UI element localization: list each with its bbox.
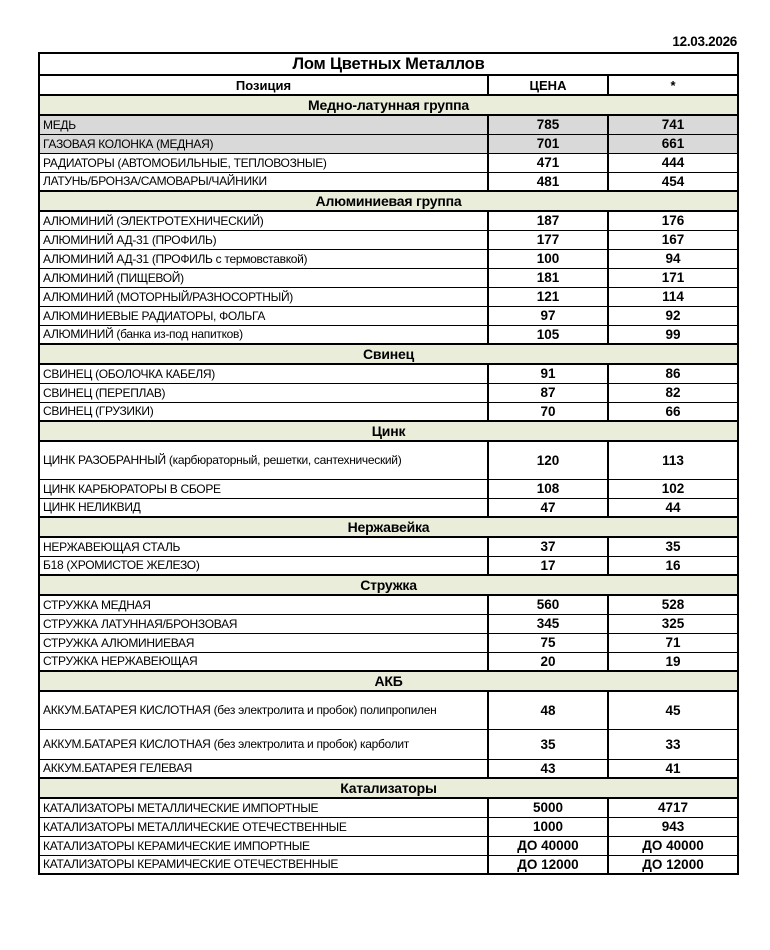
position-cell: НЕРЖАВЕЮЩАЯ СТАЛЬ <box>39 537 488 556</box>
position-cell: СВИНЕЦ (ГРУЗИКИ) <box>39 402 488 421</box>
star-cell: 86 <box>608 364 738 383</box>
table-row <box>39 633 738 652</box>
star-cell: 16 <box>608 556 738 575</box>
price-cell: 97 <box>488 306 608 325</box>
table-row <box>39 402 738 421</box>
price-cell: 701 <box>488 134 608 153</box>
section-header-row <box>39 517 738 537</box>
price-cell: 75 <box>488 633 608 652</box>
price-cell: 37 <box>488 537 608 556</box>
star-cell: 19 <box>608 652 738 671</box>
section-header-row <box>39 778 738 798</box>
table-row <box>39 652 738 671</box>
price-cell: 5000 <box>488 798 608 817</box>
position-cell: Б18 (ХРОМИСТОЕ ЖЕЛЕЗО) <box>39 556 488 575</box>
price-cell: 105 <box>488 325 608 344</box>
price-cell: 91 <box>488 364 608 383</box>
position-cell: ЦИНК РАЗОБРАННЫЙ (карбюраторный, решетки, сантехнический) <box>39 441 488 479</box>
price-cell: 108 <box>488 479 608 498</box>
table-row <box>39 441 738 479</box>
price-cell: 20 <box>488 652 608 671</box>
section-header: Катализаторы <box>39 778 738 798</box>
section-header: Нержавейка <box>39 517 738 537</box>
position-cell: ЦИНК КАРБЮРАТОРЫ В СБОРЕ <box>39 479 488 498</box>
price-cell: 43 <box>488 759 608 778</box>
price-cell: 785 <box>488 115 608 134</box>
price-cell: 35 <box>488 729 608 759</box>
price-cell: 471 <box>488 153 608 172</box>
table-row <box>39 306 738 325</box>
price-cell: 481 <box>488 172 608 191</box>
position-cell: КАТАЛИЗАТОРЫ МЕТАЛЛИЧЕСКИЕ ОТЕЧЕСТВЕННЫЕ <box>39 817 488 836</box>
star-cell: 114 <box>608 287 738 306</box>
star-cell: 4717 <box>608 798 738 817</box>
table-row <box>39 614 738 633</box>
price-cell: 70 <box>488 402 608 421</box>
position-cell: МЕДЬ <box>39 115 488 134</box>
position-cell: АЛЮМИНИЙ (МОТОРНЫЙ/РАЗНОСОРТНЫЙ) <box>39 287 488 306</box>
price-cell: 177 <box>488 230 608 249</box>
position-cell: СТРУЖКА ЛАТУННАЯ/БРОНЗОВАЯ <box>39 614 488 633</box>
section-header-row <box>39 575 738 595</box>
section-header: Свинец <box>39 344 738 364</box>
table-row <box>39 836 738 855</box>
section-header: Алюминиевая группа <box>39 191 738 211</box>
section-header: Стружка <box>39 575 738 595</box>
section-header-row <box>39 671 738 691</box>
price-cell: ДО 40000 <box>488 836 608 855</box>
price-cell: 560 <box>488 595 608 614</box>
star-cell: 171 <box>608 268 738 287</box>
position-cell: АККУМ.БАТАРЕЯ КИСЛОТНАЯ (без электролита и пробок) полипропилен <box>39 691 488 729</box>
position-cell: СТРУЖКА МЕДНАЯ <box>39 595 488 614</box>
price-table <box>38 52 739 875</box>
table-row <box>39 172 738 191</box>
column-header-star: * <box>608 75 738 95</box>
star-cell: 33 <box>608 729 738 759</box>
star-cell: 943 <box>608 817 738 836</box>
position-cell: СТРУЖКА АЛЮМИНИЕВАЯ <box>39 633 488 652</box>
position-cell: АЛЮМИНИЙ (ЭЛЕКТРОТЕХНИЧЕСКИЙ) <box>39 211 488 230</box>
price-cell: 120 <box>488 441 608 479</box>
price-cell: 1000 <box>488 817 608 836</box>
star-cell: 444 <box>608 153 738 172</box>
price-cell: 121 <box>488 287 608 306</box>
price-cell: 181 <box>488 268 608 287</box>
table-row <box>39 115 738 134</box>
position-cell: АККУМ.БАТАРЕЯ ГЕЛЕВАЯ <box>39 759 488 778</box>
section-header: АКБ <box>39 671 738 691</box>
position-cell: КАТАЛИЗАТОРЫ КЕРАМИЧЕСКИЕ ИМПОРТНЫЕ <box>39 836 488 855</box>
date-label: 12.03.2026 <box>672 34 737 49</box>
section-header: Цинк <box>39 421 738 441</box>
star-cell: 741 <box>608 115 738 134</box>
position-cell: КАТАЛИЗАТОРЫ МЕТАЛЛИЧЕСКИЕ ИМПОРТНЫЕ <box>39 798 488 817</box>
table-row <box>39 134 738 153</box>
star-cell: 528 <box>608 595 738 614</box>
column-header-price: ЦЕНА <box>488 75 608 95</box>
position-cell: ЛАТУНЬ/БРОНЗА/САМОВАРЫ/ЧАЙНИКИ <box>39 172 488 191</box>
position-cell: АККУМ.БАТАРЕЯ КИСЛОТНАЯ (без электролита и пробок) карболит <box>39 729 488 759</box>
star-cell: 35 <box>608 537 738 556</box>
table-title-row <box>39 53 738 75</box>
position-cell: АЛЮМИНИЙ АД-31 (ПРОФИЛЬ с термовставкой) <box>39 249 488 268</box>
star-cell: 176 <box>608 211 738 230</box>
price-cell: 345 <box>488 614 608 633</box>
table-row <box>39 287 738 306</box>
star-cell: 92 <box>608 306 738 325</box>
table-row <box>39 268 738 287</box>
page-title: Лом Цветных Металлов <box>39 53 738 75</box>
table-row <box>39 759 738 778</box>
position-cell: АЛЮМИНИЙ (ПИЩЕВОЙ) <box>39 268 488 287</box>
position-cell: СВИНЕЦ (ПЕРЕПЛАВ) <box>39 383 488 402</box>
star-cell: 113 <box>608 441 738 479</box>
star-cell: 325 <box>608 614 738 633</box>
table-row <box>39 537 738 556</box>
star-cell: 82 <box>608 383 738 402</box>
table-header-row <box>39 75 738 95</box>
star-cell: 167 <box>608 230 738 249</box>
table-row <box>39 479 738 498</box>
table-row <box>39 383 738 402</box>
star-cell: 71 <box>608 633 738 652</box>
table-row <box>39 691 738 729</box>
position-cell: СВИНЕЦ (ОБОЛОЧКА КАБЕЛЯ) <box>39 364 488 383</box>
price-cell: ДО 12000 <box>488 855 608 874</box>
column-header-position: Позиция <box>39 75 488 95</box>
position-cell: АЛЮМИНИЕВЫЕ РАДИАТОРЫ, ФОЛЬГА <box>39 306 488 325</box>
table-row <box>39 498 738 517</box>
star-cell: ДО 12000 <box>608 855 738 874</box>
position-cell: СТРУЖКА НЕРЖАВЕЮЩАЯ <box>39 652 488 671</box>
section-header-row <box>39 421 738 441</box>
table-row <box>39 153 738 172</box>
position-cell: АЛЮМИНИЙ АД-31 (ПРОФИЛЬ) <box>39 230 488 249</box>
position-cell: КАТАЛИЗАТОРЫ КЕРАМИЧЕСКИЕ ОТЕЧЕСТВЕННЫЕ <box>39 855 488 874</box>
star-cell: 661 <box>608 134 738 153</box>
table-row <box>39 817 738 836</box>
star-cell: 41 <box>608 759 738 778</box>
table-row <box>39 364 738 383</box>
price-cell: 87 <box>488 383 608 402</box>
position-cell: ЦИНК НЕЛИКВИД <box>39 498 488 517</box>
price-cell: 17 <box>488 556 608 575</box>
table-row <box>39 855 738 874</box>
star-cell: 99 <box>608 325 738 344</box>
table-row <box>39 325 738 344</box>
table-row <box>39 798 738 817</box>
section-header-row <box>39 344 738 364</box>
star-cell: 102 <box>608 479 738 498</box>
section-header-row <box>39 95 738 115</box>
star-cell: ДО 40000 <box>608 836 738 855</box>
price-cell: 48 <box>488 691 608 729</box>
price-cell: 100 <box>488 249 608 268</box>
section-header-row <box>39 191 738 211</box>
price-cell: 47 <box>488 498 608 517</box>
table-row <box>39 211 738 230</box>
position-cell: РАДИАТОРЫ (АВТОМОБИЛЬНЫЕ, ТЕПЛОВОЗНЫЕ) <box>39 153 488 172</box>
star-cell: 454 <box>608 172 738 191</box>
star-cell: 94 <box>608 249 738 268</box>
star-cell: 44 <box>608 498 738 517</box>
position-cell: ГАЗОВАЯ КОЛОНКА (МЕДНАЯ) <box>39 134 488 153</box>
position-cell: АЛЮМИНИЙ (банка из-под напитков) <box>39 325 488 344</box>
table-row <box>39 595 738 614</box>
table-row <box>39 556 738 575</box>
table-row <box>39 249 738 268</box>
price-cell: 187 <box>488 211 608 230</box>
star-cell: 45 <box>608 691 738 729</box>
table-row <box>39 230 738 249</box>
table-row <box>39 729 738 759</box>
section-header: Медно-латунная группа <box>39 95 738 115</box>
star-cell: 66 <box>608 402 738 421</box>
